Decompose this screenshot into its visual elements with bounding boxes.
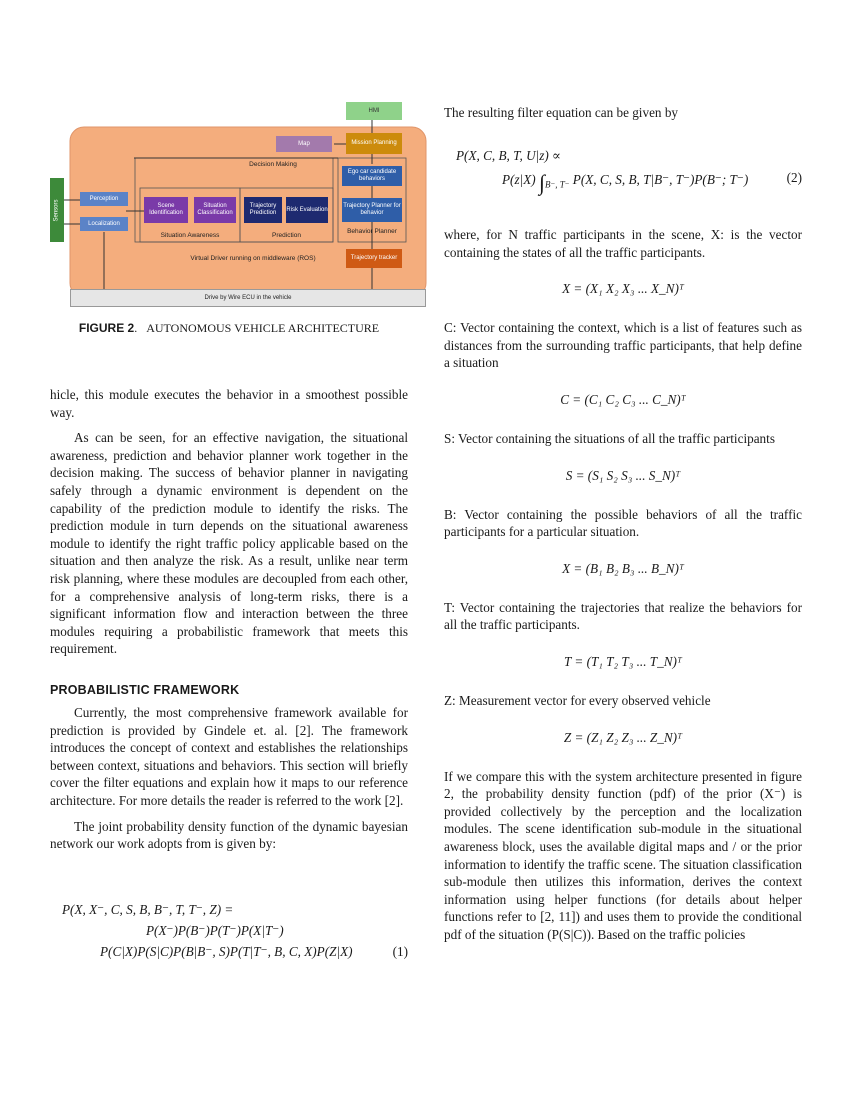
equation-2-postfix: P(X, C, S, B, T|B⁻, T⁻)P(B⁻; T⁻) [572,172,749,187]
left-column-lower [50,704,408,853]
sensors-block [50,178,64,242]
right-paragraph-7: Z: Measurement vector for every observed vehicle [444,692,711,708]
figure-caption: FIGURE 2. AUTONOMOUS VEHICLE ARCHITECTURE [78,321,380,335]
integral-symbol: ∫ [538,170,545,195]
left-paragraph-3: Currently, the most comprehensive framework available for prediction is provided by Gindele et. al. [2]. The framework introduces the concept of context and establishes the relationships between context, situations and behaviors. This section will briefly cover the filter equations and explain how it maps to our reference architecture. For more details the reader is referred to the work [2]. [50,705,408,808]
perception-block: Perception [80,192,128,206]
right-paragraph-2: where, for N traffic participants in the scene, X: is the vector containing the states of all the traffic participants. [444,227,802,260]
trajectory-tracker-block: Trajectory tracker [346,249,402,268]
decision-making-label: Decision Making [249,161,297,168]
hmi-block: HMI [346,102,402,120]
prediction-label: Prediction [272,232,301,239]
equation-1-line-3 [62,944,408,960]
left-paragraph-2: As can be seen, for an effective navigation, the situational awareness, prediction and behavior planner work together in the decision making. The success of behavior planner in navigating safely through a dynamic environment is dependent on the capability of the prediction module to identify the risks. The prediction module in turn depends on the situational awareness module to identify the right traffic policy applicable based on the situation and then analyze the risk. As a result, unlike near term risk planning, where these modules are decoupled from each other, for a comprehensive analysis of long-term risks, there is a significant information flow and interaction between the three modules requiring a probabilistic framework that meets this requirement. [50,430,408,657]
equation-2-line-1: P(X, C, B, T, U|z) ∝ [456,148,561,163]
equation-x: X = (X₁ X₂ X₃ ... X_N)ᵀ [562,281,684,297]
figure-caption-label: FIGURE 2 [78,321,135,335]
map-block: Map [276,136,332,152]
section-heading [50,683,408,697]
trajectory-prediction-block: Trajectory Prediction [244,197,282,223]
equation-z: Z = (Z₁ Z₂ Z₃ ... Z_N)ᵀ [563,729,683,745]
right-paragraph-4: S: Vector containing the situations of all the traffic participants [444,430,775,446]
section-title: PROBABILISTIC FRAMEWORK [50,683,240,697]
equation-2-prefix: P(z|X) [502,172,536,187]
situation-classification-block: Situation Classification [194,197,236,223]
right-paragraph-6: T: Vector containing the trajectories that realize the behaviors for all the traffic participants. [444,599,802,633]
equation-s: S = (S₁ S₂ S₃ ... S_N)ᵀ [565,467,681,483]
right-paragraph-8: If we compare this with the system architecture presented in figure 2, the probability density function (pdf) of the prior (X⁻) is provided collectively by the perception and the localization modules. The scene identification sub-module in the situational awareness block, uses the available digital maps and / or the prior information to identify the traffic scene. The situation classification sub-module then utilizes this information, derives the context information using helper functions (for details about helper functions refer to [2, 11]) and uses them to provide the conditional pdf of the situation (P(S|C)). Based on the traffic policies [444,768,802,942]
left-paragraph-1: hicle, this module executes the behavior in a smoothest possible way. [50,387,408,420]
equation-1-line-2: P(X⁻)P(B⁻)P(T⁻)P(X|T⁻) [146,923,284,938]
right-column-intro [444,104,802,122]
figure-caption-text: AUTONOMOUS VEHICLE ARCHITECTURE [146,321,380,335]
ego-car-block: Ego car candidate behaviors [342,166,402,186]
mission-planning-block: Mission Planning [346,133,402,154]
equation-1-line-3-text: P(C|X)P(S|C)P(B|B⁻, S)P(T|T⁻, B, C, X)P(Z|X) [100,944,353,959]
equation-1 [62,902,408,960]
drive-by-wire-block: Drive by Wire ECU in the vehicle [70,289,426,307]
right-column-body [444,226,802,943]
scene-identification-block: Scene Identification [144,197,188,223]
behavior-planner-label: Behavior Planner [347,228,397,235]
trajectory-planner-block: Trajectory Planner for behavior [342,198,402,222]
equation-1-line-1: P(X, X⁻, C, S, B, B⁻, T, T⁻, Z) = [62,902,234,917]
equation-2 [444,148,802,198]
equation-2-line-2 [444,170,802,198]
integral-subscript: B⁻, T⁻ [544,179,570,190]
left-paragraph-4: The joint probability density function of the dynamic bayesian network our work adopts from is given by: [50,818,408,852]
left-column [50,386,408,658]
equation-2-number: (2) [786,170,802,185]
equation-1-number: (1) [392,944,408,959]
equation-c: C = (C₁ C₂ C₃ ... C_N)ᵀ [560,391,686,407]
localization-block: Localization [80,217,128,231]
right-paragraph-3: C: Vector containing the context, which is a list of features such as distances from the surrounding traffic participants, that help define a situation [444,320,802,371]
equation-b: X = (B₁ B₂ B₃ ... B_N)ᵀ [562,560,684,576]
risk-evaluation-block: Risk Evaluation [286,197,328,223]
equation-t: T = (T₁ T₂ T₃ ... T_N)ᵀ [563,653,683,669]
architecture-figure [48,100,428,310]
virtual-driver-label: Virtual Driver running on middleware (ROS) [190,255,316,262]
situation-awareness-label: Situation Awareness [160,232,220,239]
right-paragraph-5: B: Vector containing the possible behaviors of all the traffic participants for a particular situation. [444,506,802,540]
right-paragraph-1: The resulting filter equation can be given by [444,105,679,120]
sensors-label: Sensors [53,198,60,222]
